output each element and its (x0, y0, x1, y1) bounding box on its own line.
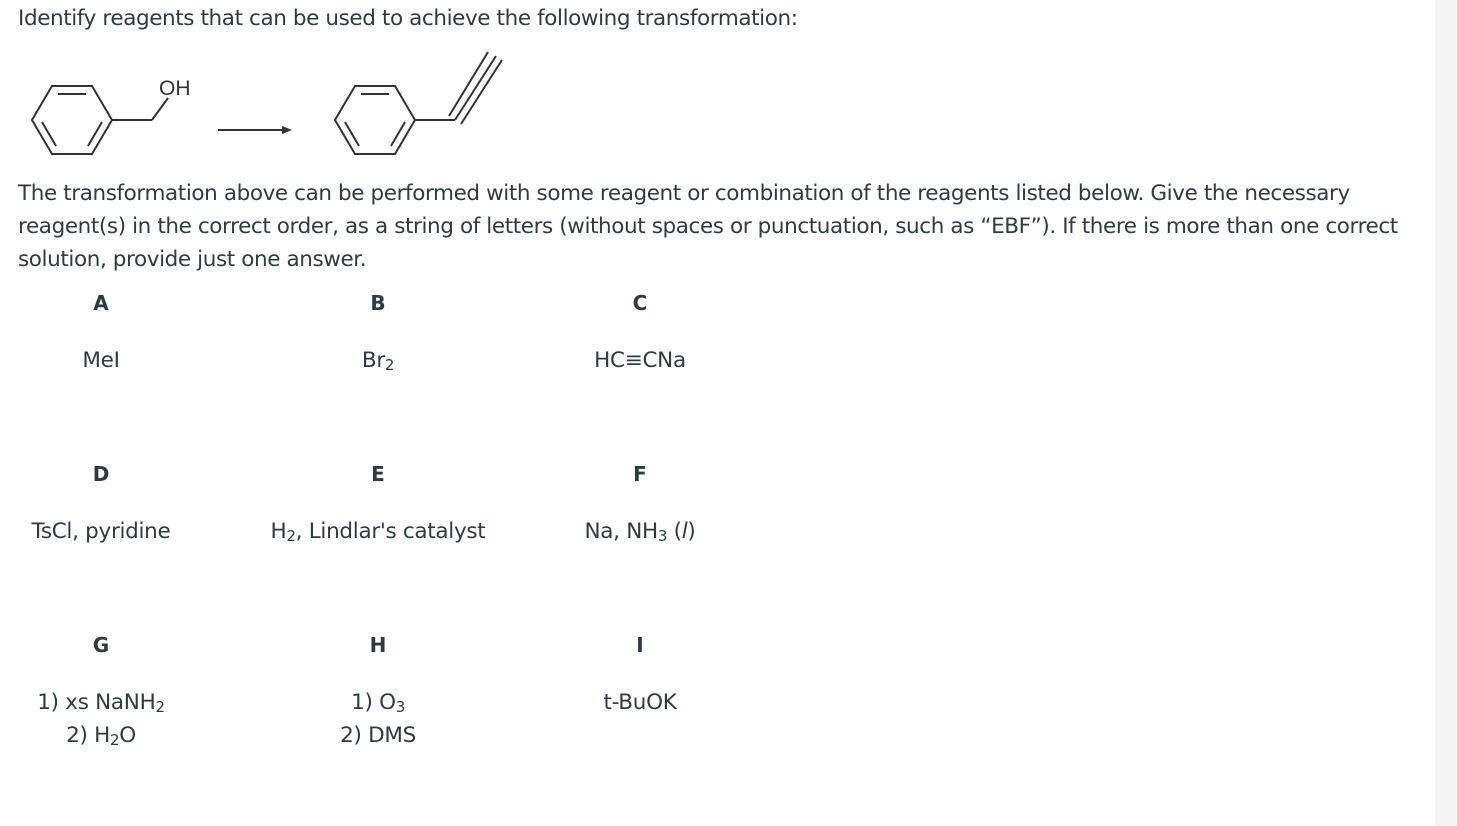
reagent-g: 1) xs NaNH$_2$ 2) $H_2O$ (37, 690, 165, 749)
reaction-scheme (22, 42, 542, 172)
reagent-h: 1) $O_3$ 2) DMS (340, 690, 416, 748)
reagent-letter-g: G (92, 633, 110, 657)
reagent-letter-d: D (92, 462, 110, 486)
scrollbar-gutter[interactable] (1435, 0, 1457, 826)
instructions-text: The transformation above can be performed with some reagent or combination of the reagents listed below. Give the necessary reagent(s) in the correct order, as a string of letters (without spaces or punctuation, such as “EBF”). If there is more than one correct solution, provide just one answer. (18, 181, 1398, 272)
product-structure (335, 52, 502, 154)
reagent-letter-a: A (93, 291, 109, 315)
reagent-e: $H_2$, Lindlar's catalyst (270, 519, 486, 545)
reagent-letter-b: B (370, 291, 386, 315)
reagent-letter-i: I (636, 633, 644, 657)
reagent-c: HC≡CNa (594, 348, 686, 373)
reaction-arrow (218, 126, 292, 134)
hydroxyl-label: OH (159, 77, 191, 100)
starting-material-structure (32, 86, 168, 154)
reagent-d: TsCl, pyridine (31, 519, 171, 544)
reagent-b: $Br_2$ (361, 348, 395, 374)
question-prompt: Identify reagents that can be used to achieve the following transformation: (18, 6, 798, 31)
reagent-letter-f: F (633, 462, 647, 486)
reagent-letter-e: E (371, 462, 385, 486)
reagent-i: t-BuOK (603, 690, 677, 715)
reagent-letter-c: C (632, 291, 648, 315)
reagent-letter-h: H (369, 633, 387, 657)
reagent-a: MeI (82, 348, 120, 373)
reagent-f: Na, $NH_3$ (l) (584, 519, 696, 545)
